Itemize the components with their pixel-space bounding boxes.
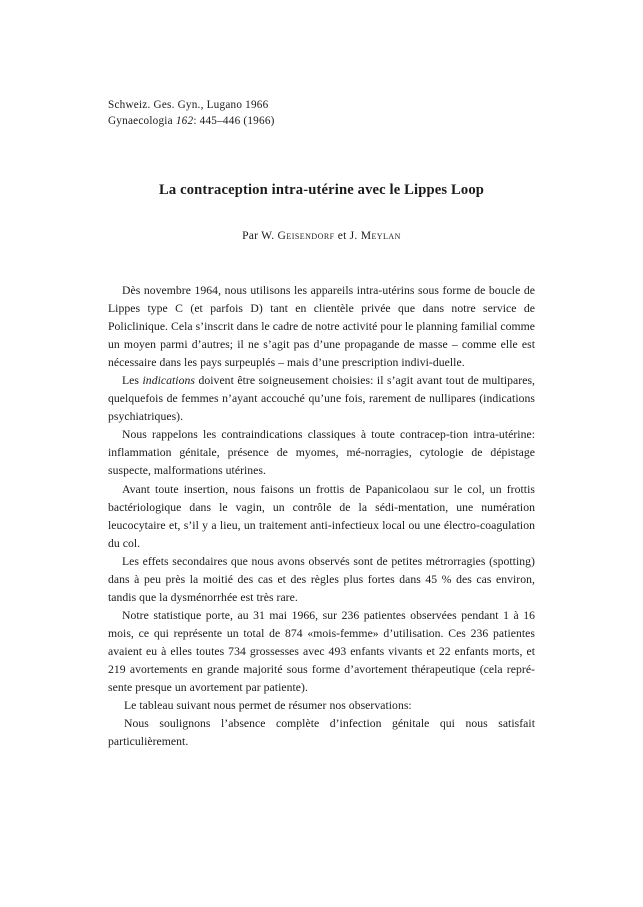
byline-conjunction: et J. <box>334 229 361 242</box>
paragraph-indications <box>108 372 535 426</box>
paragraph-indications-prefix: Les <box>122 374 143 388</box>
article-body <box>108 282 535 751</box>
journal-name: Gynaecologia <box>108 114 176 127</box>
paragraph-side-effects: Les effets secondaires que nous avons observés sont de petites métrorragies (spotting) dans à peu près la moitié des cas et des règles plus fortes dans 45 % des cas environ, tandis que la dysménorrhée est très rare. <box>108 554 535 604</box>
paragraph-contraindications: Nous rappelons les contraindications classiques à toute contracep-tion intra-utérine: inflammation génitale, présence de myomes, mé-norragies, cytologie de dépistage suspecte, malformations utérines. <box>108 428 535 478</box>
journal-header <box>108 98 535 129</box>
page-content <box>108 98 535 751</box>
paragraph-pre-insertion-exams: Avant toute insertion, nous faisons un frottis de Papanicolaou sur le col, un frottis bactériologique dans le vagin, un contrôle de la sédi-mentation, une numération leucocytaire et, s’il y a lieu, un traitement anti-infectieux local ou une électro-coagulation du col. <box>108 482 535 550</box>
journal-citation-line <box>108 114 535 130</box>
paragraph-indications-rest: doivent être soigneusement choisies: il s’agit avant tout de multipares, quelquefois de femmes n’ayant accouché qu’une fois, rarement de nullipares (indications psychiatriques). <box>108 374 536 424</box>
byline-prefix: Par W. <box>242 229 278 242</box>
term-indications: indications <box>142 374 195 388</box>
paragraph-statistics: Notre statistique porte, au 31 mai 1966, sur 236 patientes observées pendant 1 à 16 mois, ce qui représente un total de 874 «mois-femme» d’utilisation. Ces 236 patientes avaient eu à elles toutes 734 grossesses avec 493 enfants vivants et 22 enfants morts, et 219 avortements en grande majorité sous forme d’avortement thérapeutique (cela repré-sente presque un avortement par patiente). <box>108 608 535 695</box>
paragraph-conclusion: Nous soulignons l’absence complète d’infection génitale qui nous satisfait particulièrement. <box>108 717 535 749</box>
article-byline <box>108 228 535 244</box>
paragraph-intro: Dès novembre 1964, nous utilisons les appareils intra-utérins sous forme de boucle de Lippes type C (et parfois D) tant en clientèle privée que dans notre service de Policlinique. Cela s’inscrit dans le cadre de notre activité pour le planning familial comme un moyen parmi d’autres; il ne s’agit pas d’une propagande de masse – comme elle est nécessaire dans les pays surpeuplés – mais d’une prescription indivi-duelle. <box>108 284 535 370</box>
author-name-meylan: Meylan <box>360 229 401 242</box>
journal-pages: : 445–446 (1966) <box>193 114 275 127</box>
article-title: La contraception intra-utérine avec le Lippes Loop <box>158 182 485 198</box>
author-name-geisendorf: Geisendorf <box>277 229 335 242</box>
paragraph-table-intro: Le tableau suivant nous permet de résumer nos observations: <box>124 699 412 713</box>
journal-conference-line: Schweiz. Ges. Gyn., Lugano 1966 <box>108 99 269 111</box>
journal-volume: 162 <box>175 114 194 127</box>
